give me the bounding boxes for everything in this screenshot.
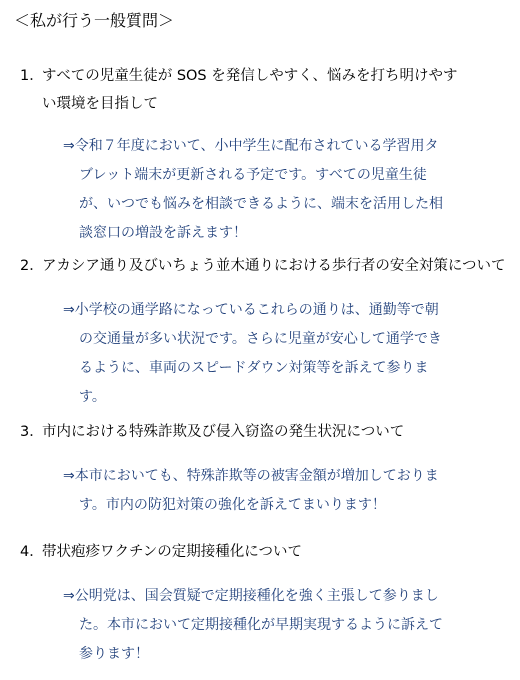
answer-text: ⇒令和７年度において、小中学生に配布されている学習用タ — [63, 138, 439, 154]
question-text: アカシア通り及びいちょう並木通りにおける歩行者の安全対策について — [42, 258, 506, 274]
answer-text: 談窓口の増設を訴えます！ — [79, 225, 247, 241]
answer-text: す。 — [79, 389, 106, 405]
answer-text: す。市内の防犯対策の強化を訴えてまいります！ — [79, 497, 386, 513]
question-number: 3． — [20, 424, 44, 440]
answer-3 — [63, 462, 503, 520]
answer-text: ⇒公明党は、国会質疑で定期接種化を強く主張して参りまし — [63, 588, 439, 604]
answer-text: た。本市において定期接種化が早期実現するように訴えて — [79, 617, 443, 633]
answer-2 — [63, 296, 503, 412]
question-1 — [20, 62, 500, 118]
question-text: 市内における特殊詐欺及び侵入窃盗の発生状況について — [42, 424, 405, 440]
answer-text: 参ります！ — [79, 646, 149, 662]
question-4 — [20, 538, 500, 566]
answer-text: が、いつでも悩みを相談できるように、端末を活用した相 — [79, 196, 443, 212]
page-title: ＜私が行う一般質問＞ — [14, 11, 175, 30]
question-text: 帯状疱疹ワクチンの定期接種化について — [42, 544, 302, 560]
question-2 — [20, 252, 506, 280]
question-text: い環境を目指して — [42, 96, 158, 112]
question-number: 1． — [20, 68, 44, 84]
question-number: 4． — [20, 544, 44, 560]
question-text: すべての児童生徒が SOS を発信しやすく、悩みを打ち明けやす — [42, 68, 458, 84]
answer-text: るように、車両のスピードダウン対策等を訴えて参りま — [79, 360, 429, 376]
answer-text: ⇒本市においても、特殊詐欺等の被害金額が増加しておりま — [63, 468, 439, 484]
question-number: 2． — [20, 258, 44, 274]
answer-text: の交通量が多い状況です。さらに児童が安心して通学でき — [79, 331, 442, 347]
answer-text: ⇒小学校の通学路になっているこれらの通りは、通勤等で朝 — [63, 302, 439, 318]
question-3 — [20, 418, 500, 446]
answer-text: ブレット端末が更新される予定です。すべての児童生徒 — [79, 167, 427, 183]
answer-1 — [63, 132, 503, 248]
answer-4 — [63, 582, 503, 669]
